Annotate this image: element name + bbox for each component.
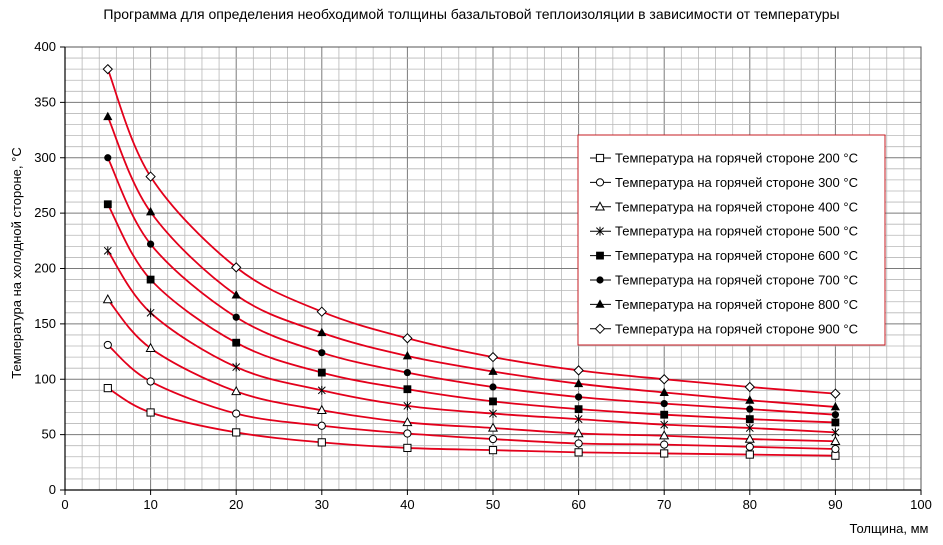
data-point: [318, 422, 325, 429]
data-point: [233, 363, 240, 372]
y-tick-label: 350: [34, 94, 56, 110]
data-point: [104, 200, 112, 208]
data-point: [103, 112, 112, 120]
data-point: [489, 383, 496, 390]
x-tick-label: 80: [742, 497, 758, 512]
legend: [578, 135, 885, 345]
data-point: [404, 385, 412, 393]
y-tick-label: 100: [34, 371, 56, 387]
data-point: [104, 295, 112, 303]
data-point: [104, 341, 111, 348]
data-point: [103, 65, 112, 74]
legend-label: Температура на горячей стороне 300 °С: [615, 174, 858, 190]
data-point: [596, 276, 603, 283]
data-point: [746, 406, 753, 413]
x-tick-label: 90: [828, 497, 843, 512]
legend-label: Температура на горячей стороне 600 °С: [615, 248, 858, 264]
legend-label: Температура на горячей стороне 900 °С: [615, 321, 858, 337]
legend-label: Температура на горячей стороне 700 °С: [615, 272, 858, 288]
data-point: [660, 375, 669, 384]
x-tick-label: 100: [910, 497, 932, 512]
data-point: [233, 314, 240, 321]
chart-title: Программа для определения необходимой толщины базальтовой теплоизоляции в зависимости от температуры: [103, 6, 840, 22]
data-point: [318, 439, 325, 446]
legend-item: [590, 224, 858, 239]
legend-label: Температура на горячей стороне 400 °С: [615, 199, 858, 215]
data-point: [746, 451, 753, 458]
y-tick-label: 150: [34, 315, 56, 331]
data-point: [489, 447, 496, 454]
data-point: [232, 339, 240, 347]
y-tick-label: 0: [48, 482, 56, 497]
x-tick-label: 50: [485, 497, 501, 512]
x-tick-label: 70: [656, 497, 672, 512]
data-point: [746, 443, 753, 450]
legend-item: [590, 297, 858, 312]
legend-label: Температура на горячей стороне 500 °С: [615, 223, 858, 239]
data-point: [318, 369, 326, 377]
data-point: [147, 241, 154, 248]
data-point: [660, 411, 668, 419]
data-point: [574, 366, 583, 375]
y-tick-label: 50: [41, 426, 56, 442]
data-point: [832, 452, 839, 459]
data-point: [318, 349, 325, 356]
data-point: [661, 450, 668, 457]
data-point: [404, 430, 411, 437]
data-point: [147, 409, 154, 416]
x-tick-label: 40: [400, 497, 415, 512]
series: [104, 385, 839, 460]
data-point: [317, 307, 326, 316]
legend-item: [590, 321, 858, 336]
data-point: [596, 252, 604, 260]
x-tick-label: 0: [61, 497, 69, 512]
x-axis-label: Толщина, мм: [849, 521, 929, 536]
legend-label: Температура на горячей стороне 200 °С: [615, 150, 858, 166]
y-tick-label: 200: [34, 260, 56, 276]
data-point: [104, 154, 111, 161]
data-point: [489, 353, 498, 362]
data-point: [596, 179, 603, 186]
series: [104, 341, 839, 452]
data-point: [232, 290, 241, 298]
data-point: [661, 441, 668, 448]
data-point: [489, 435, 496, 442]
data-point: [575, 405, 583, 413]
legend-box: [578, 135, 885, 345]
data-point: [596, 154, 603, 161]
legend-item: [590, 175, 858, 190]
data-point: [575, 440, 582, 447]
data-point: [147, 276, 155, 284]
y-tick-label: 400: [34, 39, 56, 54]
data-point: [661, 400, 668, 407]
data-point: [233, 410, 240, 417]
data-point: [832, 411, 839, 418]
data-point: [832, 419, 840, 427]
x-tick-label: 20: [228, 497, 244, 512]
data-point: [575, 449, 582, 456]
data-point: [404, 444, 411, 451]
y-tick-label: 300: [34, 149, 56, 165]
legend-item: [590, 151, 858, 166]
data-point: [746, 415, 754, 423]
x-tick-label: 30: [314, 497, 330, 512]
y-axis-label: Температура на холодной стороне, °С: [9, 147, 24, 379]
legend-item: [590, 273, 858, 288]
x-tick-label: 60: [571, 497, 586, 512]
x-tick-label: 10: [143, 497, 158, 512]
series-line: [108, 345, 836, 449]
legend-item: [590, 248, 858, 263]
y-tick-label: 250: [34, 205, 56, 221]
data-point: [489, 398, 497, 406]
data-point: [233, 429, 240, 436]
legend-label: Температура на горячей стороне 800 °С: [615, 296, 858, 312]
data-point: [147, 378, 154, 385]
data-point: [104, 385, 111, 392]
data-point: [404, 369, 411, 376]
data-point: [104, 246, 111, 255]
data-point: [575, 393, 582, 400]
data-point: [832, 445, 839, 452]
legend-item: [590, 199, 858, 214]
